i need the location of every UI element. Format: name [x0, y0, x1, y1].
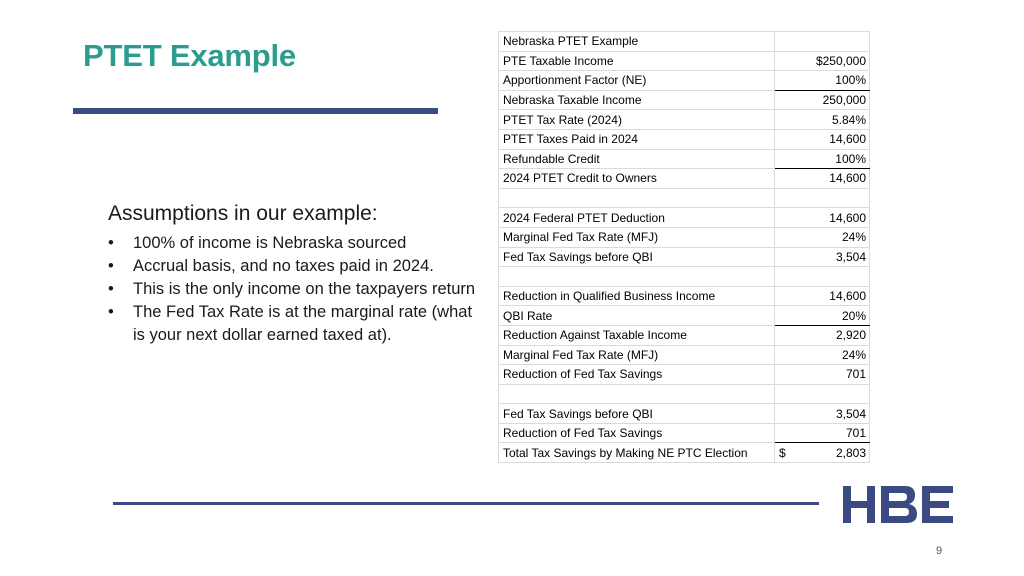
assumption-item — [108, 278, 488, 301]
assumption-text: 100% of income is Nebraska sourced — [133, 234, 407, 252]
row-value: 14,600 — [775, 169, 870, 189]
assumptions-list — [108, 232, 488, 347]
table-row — [499, 169, 870, 189]
row-label: Refundable Credit — [499, 149, 775, 169]
row-label: Fed Tax Savings before QBI — [499, 404, 775, 424]
total-row-label: Total Tax Savings by Making NE PTC Election — [499, 443, 775, 463]
assumption-text: This is the only income on the taxpayers return — [133, 280, 476, 298]
row-label: Apportionment Factor (NE) — [499, 71, 775, 91]
row-label: Reduction in Qualified Business Income — [499, 286, 775, 306]
row-value: 701 — [775, 365, 870, 385]
row-label — [499, 384, 775, 404]
row-value: $250,000 — [775, 51, 870, 71]
table-row — [499, 188, 870, 208]
row-label — [499, 267, 775, 287]
row-value — [775, 188, 870, 208]
row-value: 20% — [775, 306, 870, 326]
page-number: 9 — [936, 545, 943, 557]
row-label: Nebraska PTET Example — [499, 32, 775, 52]
bullet-icon: • — [108, 280, 114, 298]
table-row — [499, 90, 870, 110]
table-row — [499, 71, 870, 91]
hbe-logo — [843, 486, 953, 529]
assumptions-section — [108, 202, 488, 347]
table-row — [499, 286, 870, 306]
table-row — [499, 208, 870, 228]
table-row — [499, 404, 870, 424]
row-label: PTET Tax Rate (2024) — [499, 110, 775, 130]
page-title: PTET Example — [83, 38, 296, 73]
row-value — [775, 384, 870, 404]
assumption-item — [108, 232, 488, 255]
row-value — [775, 32, 870, 52]
row-label: Marginal Fed Tax Rate (MFJ) — [499, 227, 775, 247]
row-value: 250,000 — [775, 90, 870, 110]
row-label: Reduction of Fed Tax Savings — [499, 423, 775, 443]
hbe-logo-icon — [843, 486, 953, 524]
row-label: 2024 Federal PTET Deduction — [499, 208, 775, 228]
row-value: 24% — [775, 227, 870, 247]
bullet-icon: • — [108, 257, 114, 275]
table-row — [499, 423, 870, 443]
row-value: 14,600 — [775, 129, 870, 149]
table-row — [499, 32, 870, 52]
title-underline-divider — [73, 108, 438, 114]
assumption-item — [108, 301, 488, 347]
row-label: PTE Taxable Income — [499, 51, 775, 71]
row-value: 2,920 — [775, 325, 870, 345]
row-value — [775, 267, 870, 287]
bullet-icon: • — [108, 234, 114, 252]
row-value: 14,600 — [775, 286, 870, 306]
table-row — [499, 267, 870, 287]
table-row — [499, 306, 870, 326]
table-row — [499, 227, 870, 247]
table-row — [499, 325, 870, 345]
currency-symbol: $ — [779, 445, 786, 460]
row-value: 5.84% — [775, 110, 870, 130]
assumption-text: The Fed Tax Rate is at the marginal rate (what is your next dollar earned taxed at). — [133, 303, 473, 344]
assumption-item — [108, 255, 488, 278]
table-row — [499, 51, 870, 71]
row-value: 24% — [775, 345, 870, 365]
row-value: 100% — [775, 149, 870, 169]
row-value: 701 — [775, 423, 870, 443]
row-value: 3,504 — [775, 247, 870, 267]
row-value: 100% — [775, 71, 870, 91]
bullet-icon: • — [108, 303, 114, 321]
row-value: 14,600 — [775, 208, 870, 228]
row-label: 2024 PTET Credit to Owners — [499, 169, 775, 189]
table-row — [499, 247, 870, 267]
row-label: Nebraska Taxable Income — [499, 90, 775, 110]
table-row — [499, 129, 870, 149]
row-label: Fed Tax Savings before QBI — [499, 247, 775, 267]
table-row — [499, 110, 870, 130]
table-row — [499, 365, 870, 385]
assumptions-heading: Assumptions in our example: — [108, 202, 378, 225]
footer-divider — [113, 502, 819, 505]
row-value: 3,504 — [775, 404, 870, 424]
table-row — [499, 149, 870, 169]
row-label: QBI Rate — [499, 306, 775, 326]
table-row — [499, 345, 870, 365]
row-label: Reduction of Fed Tax Savings — [499, 365, 775, 385]
row-label: Reduction Against Taxable Income — [499, 325, 775, 345]
row-label — [499, 188, 775, 208]
total-amount: 2,803 — [835, 445, 866, 460]
assumption-text: Accrual basis, and no taxes paid in 2024. — [133, 257, 434, 275]
total-row-value — [775, 443, 870, 463]
table-row — [499, 384, 870, 404]
row-label: Marginal Fed Tax Rate (MFJ) — [499, 345, 775, 365]
ptet-calculation-table — [498, 31, 870, 463]
row-label: PTET Taxes Paid in 2024 — [499, 129, 775, 149]
table-row-total — [499, 443, 870, 463]
